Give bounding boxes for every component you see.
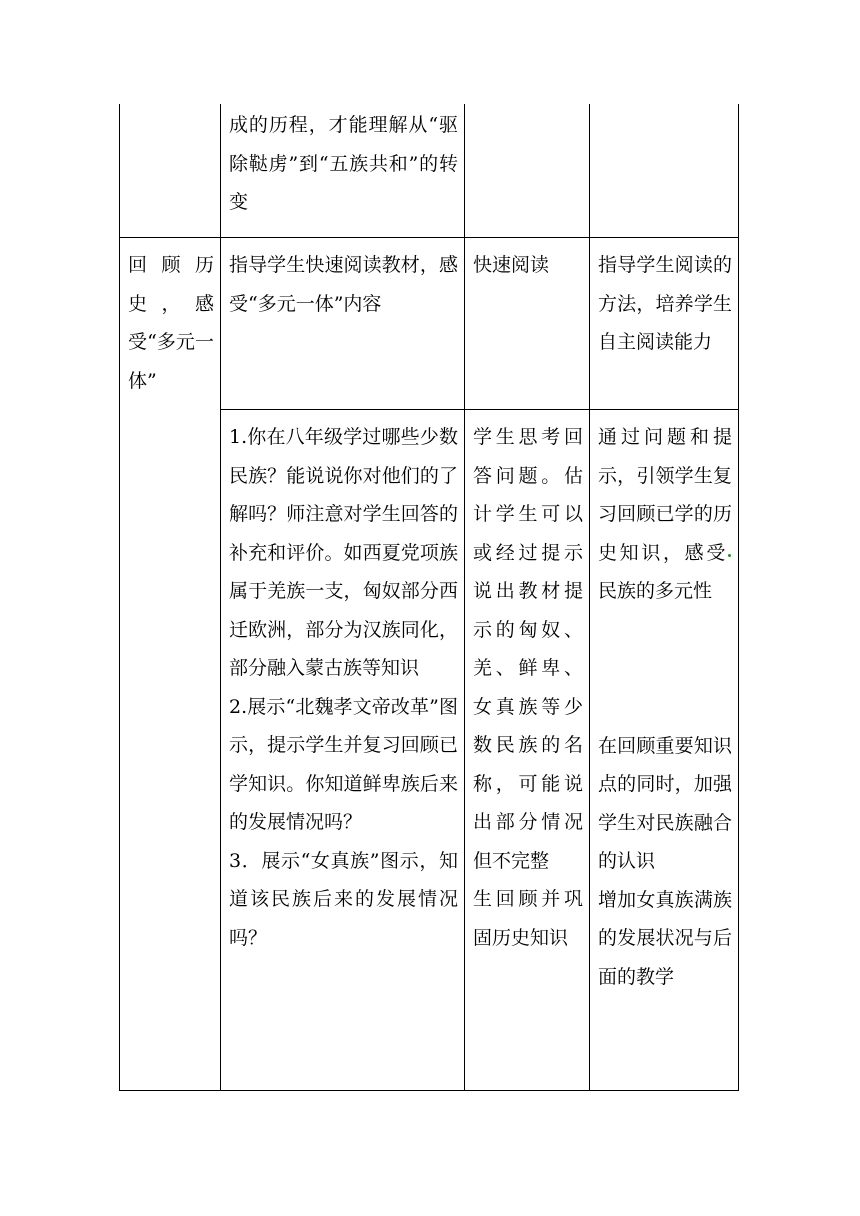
intent-1-text-b: 民族的多元性 [598, 580, 713, 602]
teacher-activity-cell: 成的历程，才能理解从“驱除鞑虏”到“五族共和”的转变 [221, 104, 465, 238]
design-intent-cell [590, 104, 739, 238]
question-3: 3．展示“女真族”图示，知道该民族后来的发展情况吗？ [229, 849, 458, 949]
teacher-activity-cell [221, 410, 465, 1091]
lesson-plan-table [119, 104, 739, 1091]
intent-1-text-a: 通过问题和提示，引领学生复习回顾已学的历史知识，感受 [598, 426, 732, 564]
intent-3: 增加女真族满族的发展状况与后面的教学 [598, 888, 732, 988]
stage-cell [120, 104, 221, 238]
question-1: 1.你在八年级学过哪些少数民族？能说说你对他们的了解吗？师注意对学生回答的补充和评价。如西夏党项族属于羌族一支，匈奴部分西迁欧洲，部分为汉族同化，部分融入蒙古族等知识 [229, 426, 458, 679]
student-activity-cell [465, 410, 590, 1091]
teacher-activity-cell: 指导学生快速阅读教材，感受“多元一体”内容 [221, 238, 465, 410]
student-response-1: 学生思考回答问题。估计学生可以或经过提示说出教材提示的匈奴、羌、鲜卑、女真族等少数民族的名称，可能说出部分情况但不完整 [473, 426, 583, 872]
student-response-2: 生回顾并巩固历史知识 [473, 888, 583, 949]
table-row [120, 104, 739, 238]
green-dot-icon [728, 554, 731, 557]
intent-1 [598, 418, 732, 611]
question-2: 2.展示“北魏孝文帝改革”图示，提示学生并复习回顾已学知识。你知道鲜卑族后来的发展情况吗？ [229, 695, 458, 833]
stage-cell: 回顾历史，感受“多元一体” [120, 238, 221, 1091]
design-intent-cell: 指导学生阅读的方法，培养学生自主阅读能力 [590, 238, 739, 410]
spacer [598, 611, 732, 727]
student-activity-cell [465, 104, 590, 238]
design-intent-cell [590, 410, 739, 1091]
table-row [120, 238, 739, 410]
intent-2: 在回顾重要知识点的同时，加强学生对民族融合的认识 [598, 734, 732, 872]
student-activity-cell: 快速阅读 [465, 238, 590, 410]
